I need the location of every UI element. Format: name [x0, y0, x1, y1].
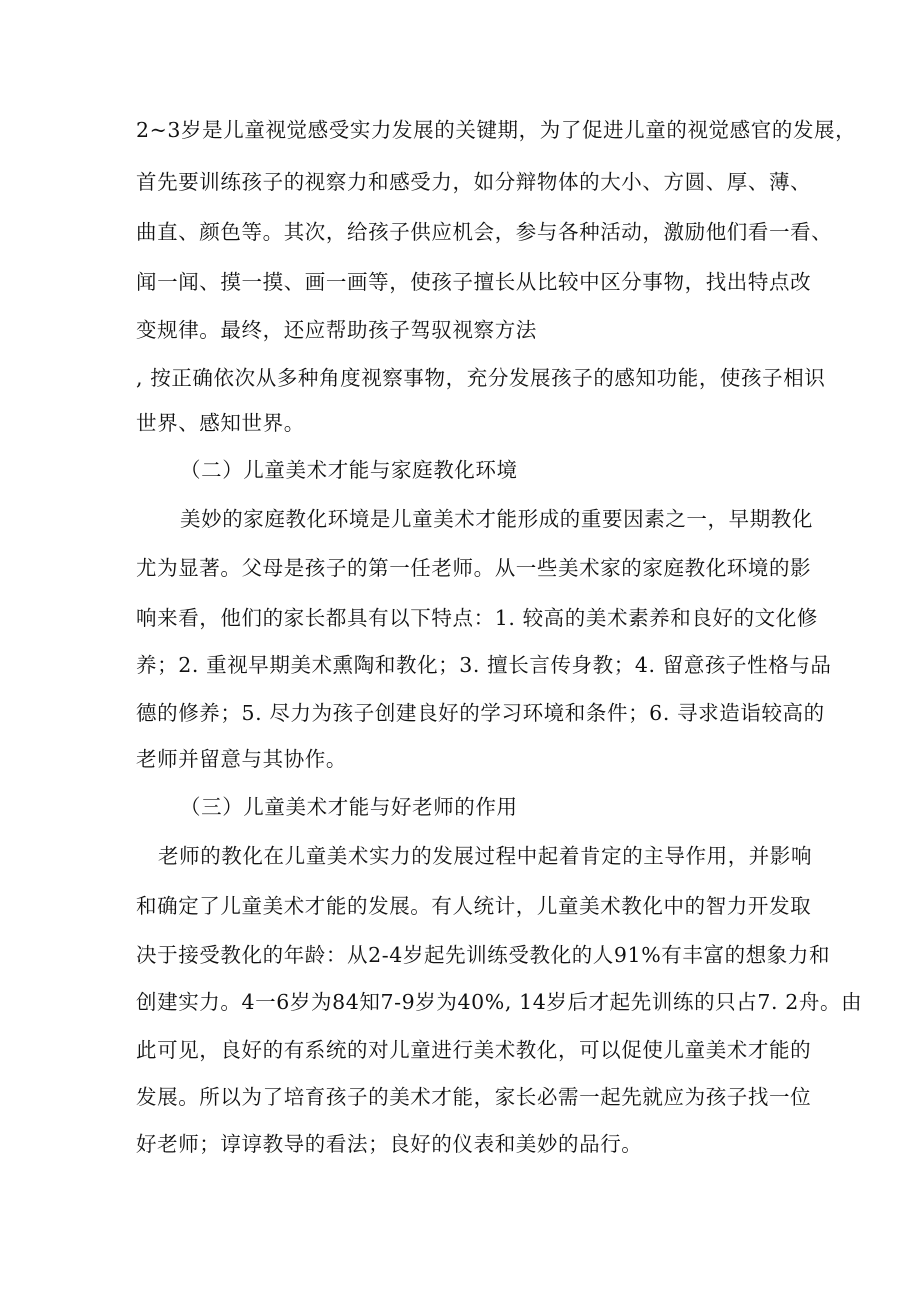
text-line: 变规律。最终，还应帮助孩子驾驭视察方法: [136, 318, 537, 342]
text-line: 养；2. 重视早期美术熏陶和教化；3. 擅长言传身教；4. 留意孩子性格与品: [136, 653, 832, 677]
section-heading: （三）儿童美术才能与好老师的作用: [180, 795, 518, 819]
text-line: 首先要训练孩子的视察力和感受力，如分辩物体的大小、方圆、厚、薄、: [136, 170, 812, 194]
text-line: 响来看，他们的家长都具有以下特点：1. 较高的美术素养和良好的文化修: [136, 606, 818, 630]
text-line: , 按正确依次从多种角度视察事物，充分发展孩子的感知功能，使孩子相识: [136, 366, 826, 390]
text-line: 发展。所以为了培育孩子的美术才能，家长必需一起先就应为孩子找一位: [136, 1085, 812, 1109]
text-line: 老师并留意与其协作。: [136, 747, 347, 771]
text-line: 2~3岁是儿童视觉感受实力发展的关键期，为了促进儿童的视觉感官的发展，: [136, 118, 857, 142]
text-line: 德的修养；5. 尽力为孩子创建良好的学习环境和条件；6. 寻求造诣较高的: [136, 701, 825, 725]
paragraph-first-line: 老师的教化在儿童美术实力的发展过程中起着肯定的主导作用，并影响: [158, 844, 813, 868]
section-heading: （二）儿童美术才能与家庭教化环境: [180, 458, 518, 482]
text-line: 和确定了儿童美术才能的发展。有人统计，儿童美术教化中的智力开发取: [136, 894, 812, 918]
text-line: 曲直、颜色等。其次，给孩子供应机会，参与各种活动，激励他们看一看、: [136, 220, 833, 244]
text-line: 此可见，良好的有系统的对儿童进行美术教化，可以促使儿童美术才能的: [136, 1038, 812, 1062]
text-line: 世界、感知世界。: [136, 411, 305, 435]
text-line: 闻一闻、摸一摸、画一画等，使孩子擅长从比较中区分事物，找出特点改: [136, 270, 812, 294]
text-line: 尤为显著。父母是孩子的第一任老师。从一些美术家的家庭教化环境的影: [136, 556, 812, 580]
text-line: 创建实力。4一6岁为84知7-9岁为40%, 14岁后才起先训练的只占7. 2舟。由: [136, 990, 863, 1014]
paragraph-first-line: 美妙的家庭教化环境是儿童美术才能形成的重要因素之一，早期教化: [180, 507, 813, 531]
text-line: 好老师；谆谆教导的看法；良好的仪表和美妙的品行。: [136, 1132, 643, 1156]
text-line: 决于接受教化的年龄：从2-4岁起先训练受教化的人91%有丰富的想象力和: [136, 943, 831, 967]
